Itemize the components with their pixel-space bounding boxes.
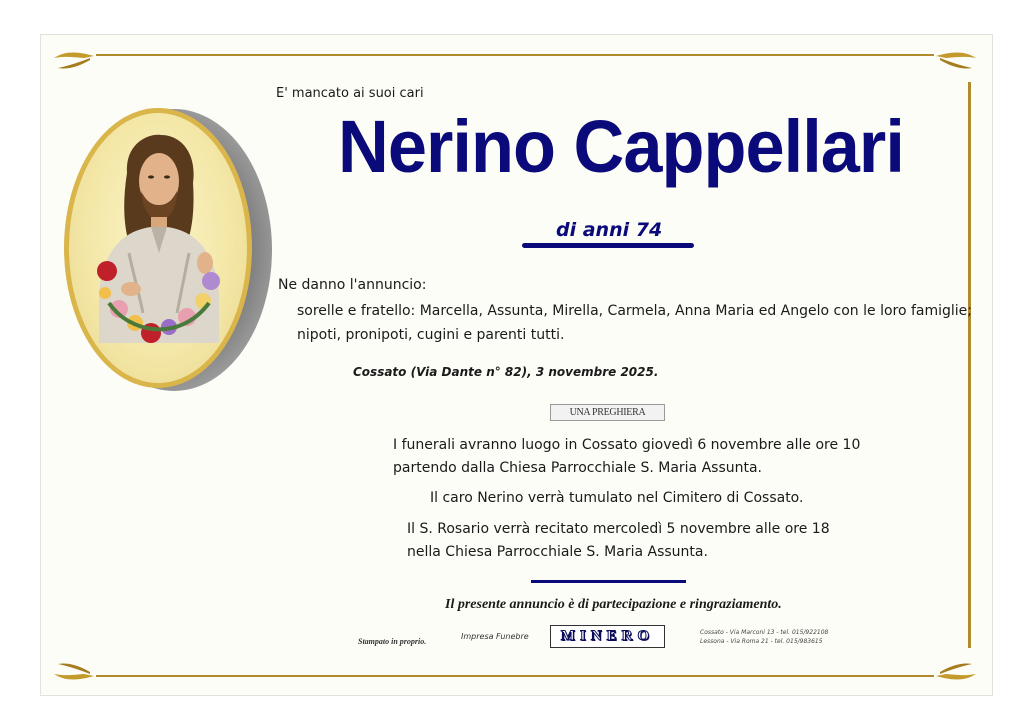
rosary-info-line: Il S. Rosario verrà recitato mercoledì 5 novembre alle ore 18 bbox=[407, 521, 830, 537]
frame-right-line bbox=[968, 82, 971, 648]
prayer-button[interactable]: UNA PREGHIERA bbox=[550, 404, 665, 421]
burial-info-line: Il caro Nerino verrà tumulato nel Cimitero di Cossato. bbox=[430, 490, 804, 506]
funeral-info-line: partendo dalla Chiesa Parrocchiale S. Maria Assunta. bbox=[393, 460, 763, 476]
corner-ornament-icon bbox=[50, 658, 96, 684]
agency-logo bbox=[550, 625, 665, 648]
contact-line: Cossato - Via Marconi 13 - tel. 015/922108 bbox=[700, 629, 829, 636]
sacred-heart-portrait-icon bbox=[69, 113, 247, 383]
rosary-info-line: nella Chiesa Parrocchiale S. Maria Assunta. bbox=[407, 544, 708, 560]
relatives-line: sorelle e fratello: Marcella, Assunta, Mirella, Carmela, Anna Maria ed Angelo con le loro famiglie; bbox=[297, 303, 973, 319]
frame-top-line bbox=[96, 54, 934, 56]
portrait-frame bbox=[64, 108, 252, 388]
frame-bottom-line bbox=[96, 675, 934, 677]
printed-note: Stampato in proprio. bbox=[358, 637, 427, 646]
agency-label: Impresa Funebre bbox=[461, 632, 529, 641]
funeral-info-line: I funerali avranno luogo in Cossato giovedì 6 novembre alle ore 10 bbox=[393, 437, 861, 453]
contact-line: Lessona - Via Roma 21 - tel. 015/983615 bbox=[700, 638, 823, 645]
agency-logo-text: MINERO bbox=[560, 628, 655, 644]
place-date: Cossato (Via Dante n° 82), 3 novembre 2025. bbox=[353, 365, 659, 379]
deceased-name: Nerino Cappellari bbox=[338, 105, 904, 188]
separator-bar bbox=[531, 580, 686, 583]
deceased-age: di anni 74 bbox=[556, 219, 663, 241]
intro-text: E' mancato ai suoi cari bbox=[276, 86, 424, 101]
age-underline bbox=[522, 243, 694, 248]
corner-ornament-icon bbox=[934, 48, 980, 74]
thanks-note: Il presente annuncio è di partecipazione e ringraziamento. bbox=[445, 597, 782, 612]
announce-label: Ne danno l'annuncio: bbox=[278, 277, 427, 293]
relatives-line: nipoti, pronipoti, cugini e parenti tutti. bbox=[297, 327, 565, 343]
corner-ornament-icon bbox=[934, 658, 980, 684]
corner-ornament-icon bbox=[50, 48, 96, 74]
agency-contact bbox=[700, 628, 828, 646]
